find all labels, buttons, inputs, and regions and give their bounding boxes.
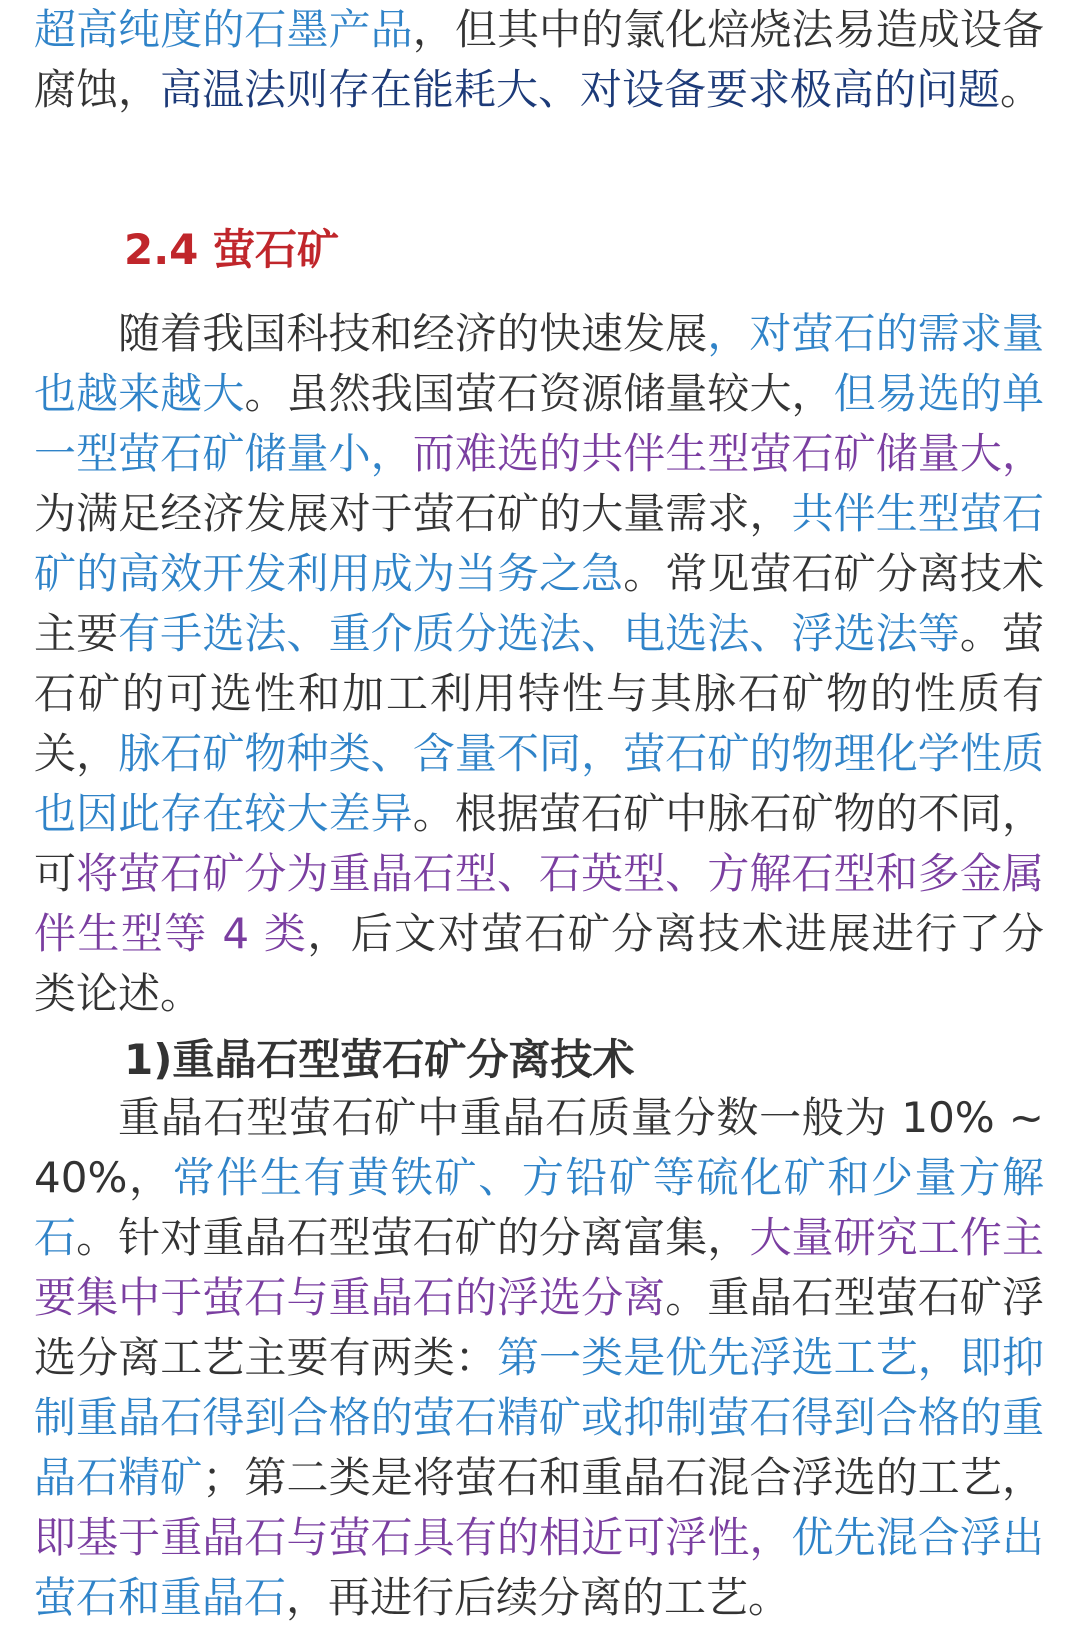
text-segment: ，再进行后续分离的工艺。 (286, 1573, 791, 1622)
text-segment: 超高纯度的石墨产品 (34, 5, 413, 54)
text-segment: ；第二类是将萤石和重晶石混合浮选的工艺， (202, 1453, 1044, 1502)
sub-paragraph (34, 1088, 1044, 1628)
text-segment: 第一类是优先浮选工艺，即抑制重晶石得到合格的萤石精矿或抑制萤石得到合格的重晶石精矿 (34, 1333, 1044, 1502)
text-segment: 。针对重晶石型萤石矿的分离富集， (76, 1213, 750, 1262)
text-segment: ，但其中的氯化焙烧法易造成设备腐蚀， (34, 5, 1044, 114)
main-paragraph (34, 304, 1044, 1024)
text-segment: 大量研究工作主要集中于萤石与重晶石的浮选分离 (34, 1213, 1044, 1322)
text-segment: 为满足经济发展对于萤石矿的大量需求， (34, 489, 792, 538)
text-segment: 随着我国科技和经济的快速发展 (118, 309, 708, 358)
text-segment: ，后文对萤石矿分离技术进展进行了分类论述。 (34, 909, 1044, 1018)
text-segment: 。重晶石型萤石矿浮选分离工艺主要有两类： (34, 1273, 1044, 1382)
text-segment: 。常见萤石矿分离技术主要 (34, 549, 1044, 658)
text-segment: 。根据萤石矿中脉石矿物的不同，可 (34, 789, 1044, 898)
text-segment: 将萤石矿分为重晶石型、石英型、方解石型和多金属伴生型等 4 类 (34, 849, 1044, 958)
text-segment: 但易选的单一型萤石矿储量小， (34, 369, 1044, 478)
text-segment: 。虽然我国萤石资源储量较大， (244, 369, 834, 418)
text-segment: 高温法则存在能耗大、对设备要求极高的问题 (160, 65, 1001, 114)
text-segment: 有手选法、重介质分选法、电选法、浮选法等 (118, 609, 960, 658)
subsection-heading: 1)重晶石型萤石矿分离技术 (124, 1035, 635, 1084)
text-segment: 常伴生有黄铁矿、方铅矿等硫化矿和少量方解石 (34, 1153, 1044, 1262)
text-segment: 即基于重晶石与萤石具有的相近可浮性， (34, 1513, 792, 1562)
text-segment: ，对萤石的需求量也越来越大 (34, 309, 1044, 418)
text-segment: 重晶石型萤石矿中重晶石质量分数一般为 10% ~ 40%， (34, 1093, 1044, 1202)
text-segment: 。 (1000, 65, 1043, 114)
text-segment: 而难选的共伴生型萤石矿储量大， (412, 429, 1044, 478)
section-heading: 2.4 萤石矿 (124, 225, 340, 274)
top-paragraph (34, 0, 1044, 120)
text-segment: 。萤石矿的可选性和加工利用特性与其脉石矿物的性质有关， (34, 609, 1044, 778)
text-segment: 优先混合浮出萤石和重晶石 (34, 1513, 1044, 1622)
text-segment: 脉石矿物种类、含量不同，萤石矿的物理化学性质也因此存在较大差异 (34, 729, 1044, 838)
text-segment: 共伴生型萤石矿的高效开发利用成为当务之急 (34, 489, 1044, 598)
